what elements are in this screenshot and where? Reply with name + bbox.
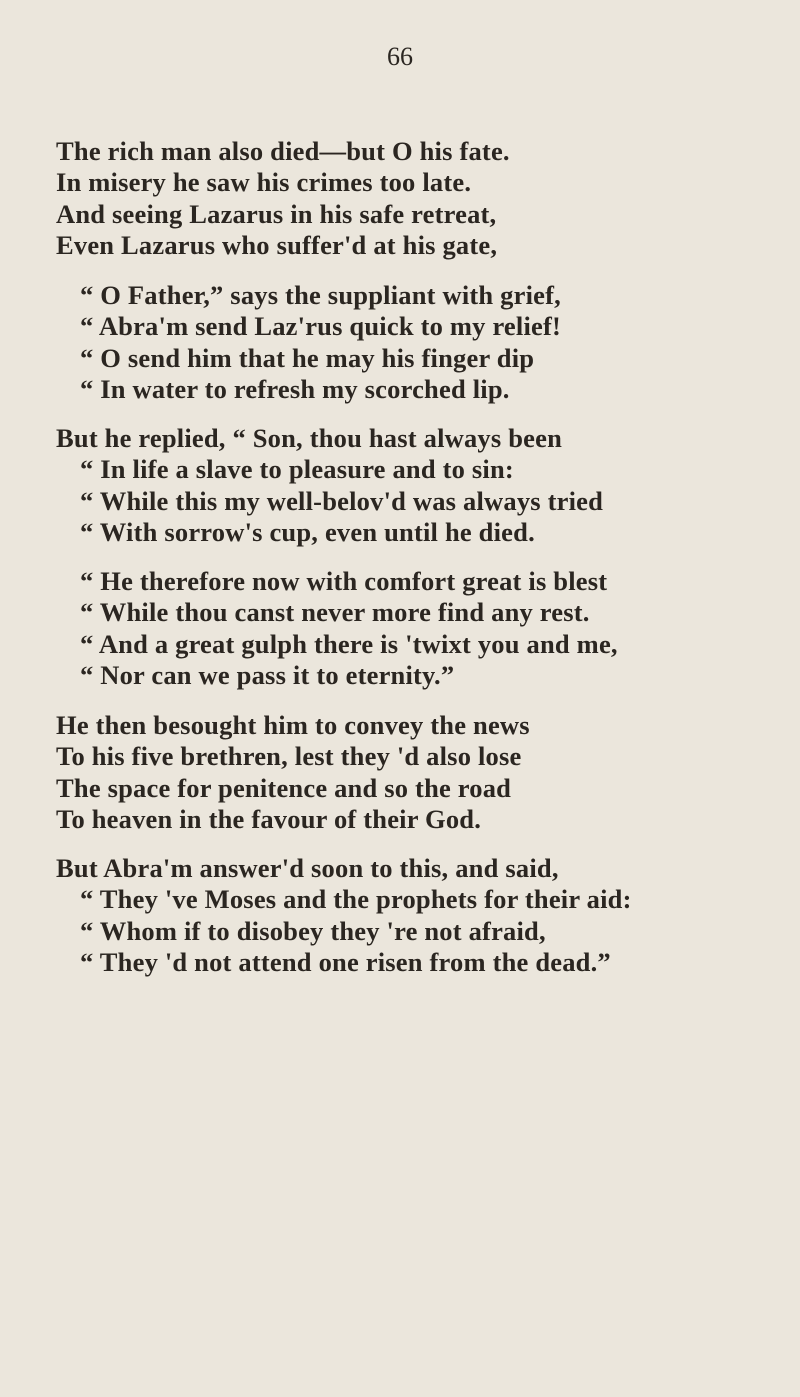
poem-line: “ Whom if to disobey they 're not afraid, <box>80 915 546 946</box>
poem-line: “ O Father,” says the suppliant with grief, <box>80 280 561 310</box>
poem-line: The rich man also died—but O his fate. <box>56 136 510 166</box>
poem-line: To his five brethren, lest they 'd also lose <box>56 741 522 772</box>
poem-line: “ While thou canst never more find any rest. <box>80 597 590 628</box>
poem-line: To heaven in the favour of their God. <box>56 803 482 834</box>
poem-line: “ With sorrow's cup, even until he died. <box>80 516 535 547</box>
poem-line: “ O send him that he may his finger dip <box>80 342 535 373</box>
poem-line: “ Nor can we pass it to eternity.” <box>80 659 455 690</box>
page-number: 66 <box>387 42 413 71</box>
poem-line: Even Lazarus who suffer'd at his gate, <box>56 229 498 260</box>
poem-line: He then besought him to convey the news <box>56 710 530 740</box>
poem-line: “ They 've Moses and the prophets for their aid: <box>80 884 632 915</box>
poem-line: The space for penitence and so the road <box>56 772 512 803</box>
poem-line: “ While this my well-belov'd was always tried <box>80 485 604 516</box>
poem-line: “ In life a slave to pleasure and to sin: <box>80 454 514 485</box>
poem-line: In misery he saw his crimes too late. <box>56 167 472 198</box>
poem-line: “ They 'd not attend one risen from the dead.” <box>80 946 611 977</box>
poem-line: But he replied, “ Son, thou hast always been <box>56 423 563 453</box>
poem-line: “ Abra'm send Laz'rus quick to my relief! <box>80 311 562 342</box>
poem-line: But Abra'm answer'd soon to this, and said, <box>56 853 559 883</box>
poem-line: And seeing Lazarus in his safe retreat, <box>56 198 497 229</box>
poem-line: “ In water to refresh my scorched lip. <box>80 373 510 404</box>
poem-line: “ He therefore now with comfort great is blest <box>80 566 608 596</box>
poem-line: “ And a great gulph there is 'twixt you and me, <box>80 628 618 659</box>
